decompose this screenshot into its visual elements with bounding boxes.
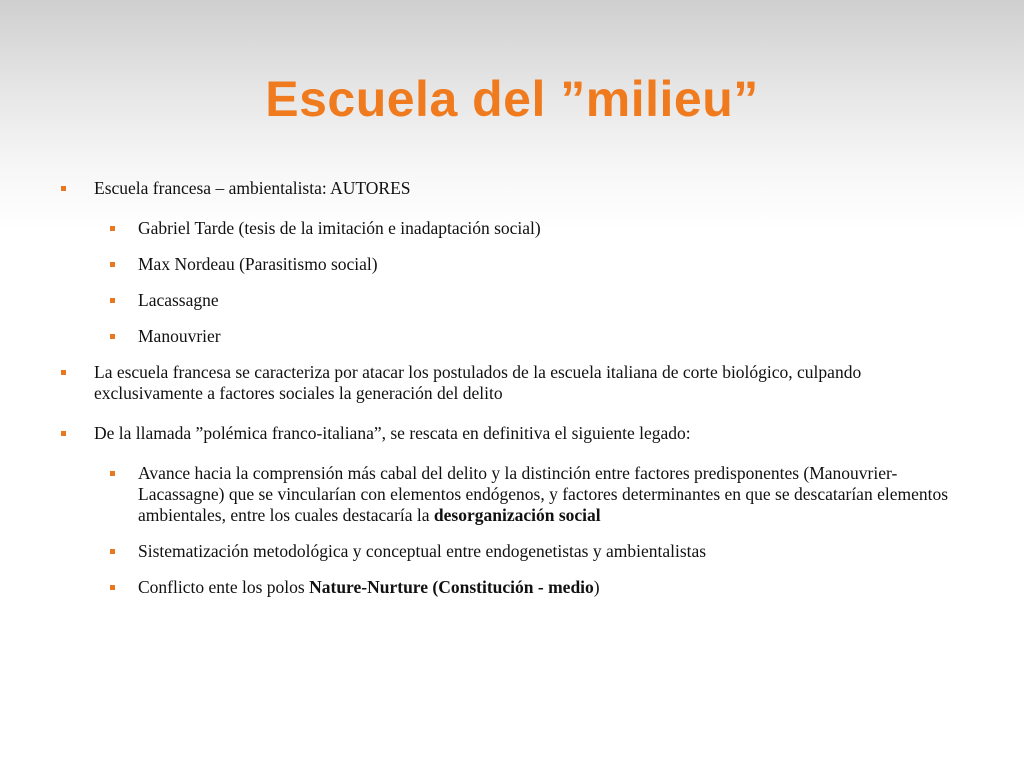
bullet-text: La escuela francesa se caracteriza por atacar los postulados de la escuela italiana de corte biológico, culpando exclusivamente a factores sociales la generación del delito [94,362,862,403]
bullet-escuela-francesa [0,362,1024,404]
square-bullet-icon [110,585,115,590]
sub-bullet-text-plain: Avance hacia la comprensión más cabal del delito y la distinción entre factores predisponentes (Manouvrier-Lacassagne) que se vincularían con elementos endógenos, y factores determinantes en que se descatarían elementos ambientales, entre los cuales destacaría la [138,463,949,525]
bullet-text: De la llamada ”polémica franco-italiana”, se rescata en definitiva el siguiente legado: [94,423,691,443]
slide-title: Escuela del ”milieu” [265,70,759,127]
square-bullet-icon [110,298,115,303]
square-bullet-icon [110,262,115,267]
sub-bullet-text [138,577,600,597]
sub-bullet-text-plain: Conflicto ente los polos [138,577,310,597]
sub-bullet-text-tail: ) [593,577,600,597]
bullet-text: Escuela francesa – ambientalista: AUTORES [94,178,411,198]
square-bullet-icon [110,334,115,339]
sub-bullet-manouvrier [0,326,1024,347]
sub-bullet-text: Sistematización metodológica y conceptual entre endogenetistas y ambientalistas [138,541,707,561]
sub-bullet-text: Max Nordeau (Parasitismo social) [138,254,378,274]
sub-bullet-text: Lacassagne [138,290,219,310]
sub-bullet-text: Gabriel Tarde (tesis de la imitación e inadaptación social) [138,218,541,238]
square-bullet-icon [110,226,115,231]
sub-bullet-text: Manouvrier [138,326,221,346]
square-bullet-icon [110,471,115,476]
sub-bullet-tarde [0,218,1024,239]
bullet-polemica [0,423,1024,444]
square-bullet-icon [61,431,66,436]
sub-bullet-nordeau [0,254,1024,275]
sub-bullet-conflicto [0,577,1024,598]
bullet-autores [0,178,1024,199]
square-bullet-icon [61,186,66,191]
sub-bullet-text-bold: Nature-Nurture (Constitución - medio [309,577,594,597]
square-bullet-icon [61,370,66,375]
slide-content [0,178,1024,598]
square-bullet-icon [110,549,115,554]
sub-bullet-sistematizacion [0,541,1024,562]
sub-bullet-lacassagne [0,290,1024,311]
sub-bullet-text [138,463,948,525]
sub-bullet-text-bold: desorganización social [433,505,601,525]
sub-bullet-avance [0,463,1024,526]
